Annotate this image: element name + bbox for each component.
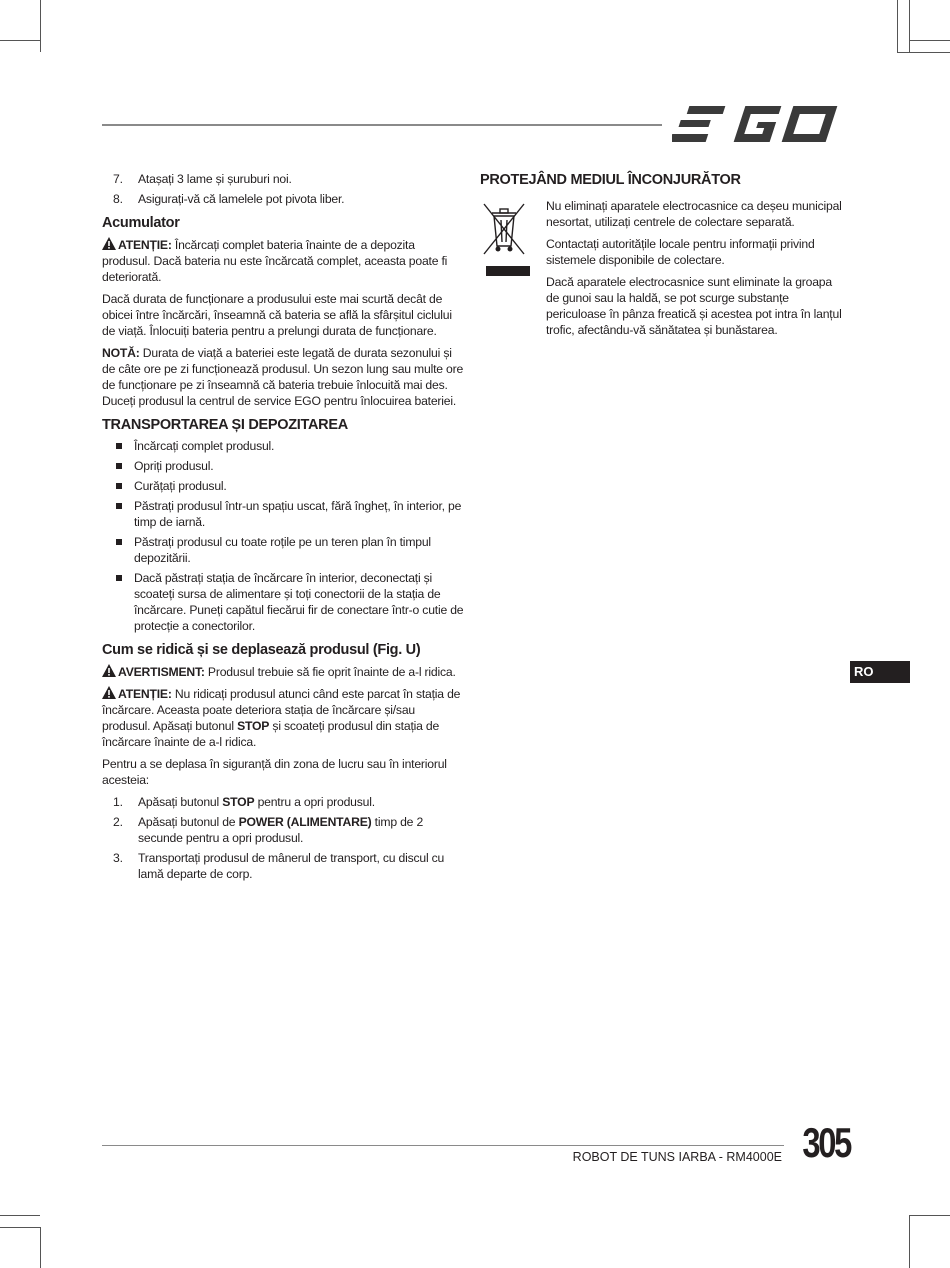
step-text: Apăsați butonul de (138, 815, 239, 829)
left-column (102, 171, 464, 886)
footer-rule (102, 1145, 784, 1146)
stop-label: STOP (222, 795, 255, 809)
bullet-item (102, 438, 464, 454)
crop-mark (909, 1215, 910, 1268)
transport-heading: TRANSPORTAREA ȘI DEPOZITAREA (102, 417, 348, 433)
environment-heading: PROTEJÂND MEDIUL ÎNCONJURĂTOR (480, 172, 741, 188)
power-label: POWER (ALIMENTARE) (238, 815, 372, 829)
list-item (102, 794, 464, 810)
warning-text: Produsul trebuie să fie oprit înainte de a-l ridica. (204, 665, 456, 679)
crop-mark (909, 1215, 950, 1216)
step-text: Atașați 3 lame și șuruburi noi. (138, 172, 292, 186)
crop-mark (0, 1215, 40, 1216)
bullet-text: Curățați produsul. (134, 479, 227, 493)
crop-mark (40, 0, 41, 52)
step-number: 7. (113, 172, 123, 186)
list-item (102, 191, 464, 207)
warning-label: ATENȚIE: (118, 238, 172, 252)
step-text: Asigurați-vă că lamelele pot pivota liber. (138, 192, 345, 206)
header-rule (102, 124, 662, 126)
ego-logo (672, 104, 844, 144)
bullet-icon (116, 539, 122, 545)
warning-icon (102, 686, 116, 699)
note-label: NOTĂ: (102, 346, 140, 360)
bullet-icon (116, 575, 122, 581)
environment-paragraph: Contactați autoritățile locale pentru informații privind sistemele disponibile de colectare. (546, 237, 815, 267)
footer-title: ROBOT DE TUNS IARBA - RM4000E (572, 1150, 782, 1164)
crop-mark (897, 0, 898, 52)
list-item (102, 850, 464, 882)
warning-icon (102, 664, 116, 677)
environment-paragraph: Nu eliminați aparatele electrocasnice ca deșeu municipal nesortat, utilizați centrele de colectare separată. (546, 199, 842, 229)
step-text: timp de 2 secunde pentru a opri produsul. (138, 815, 424, 845)
step-text: pentru a opri produsul. (254, 795, 375, 809)
step-number: 2. (113, 815, 123, 829)
lifting-caution (102, 686, 464, 750)
warning-icon (102, 237, 116, 250)
bullet-icon (116, 503, 122, 509)
step-text: Transportați produsul de mânerul de transport, cu discul cu lamă departe de corp. (138, 851, 445, 881)
bullet-text: Păstrați produsul cu toate roțile pe un teren plan în timpul depozitării. (134, 535, 431, 565)
battery-heading: Acumulator (102, 215, 180, 231)
list-item (102, 814, 464, 846)
step-number: 8. (113, 192, 123, 206)
stop-label: STOP (237, 719, 270, 733)
warning-text: și scoateți produsul din stația de încărcare înainte de a-l ridica. (102, 719, 440, 749)
warning-label: ATENȚIE: (118, 687, 172, 701)
battery-note (102, 345, 464, 409)
bullet-item (102, 570, 464, 634)
page-number: 305 (802, 1119, 850, 1166)
bullet-icon (116, 443, 122, 449)
lifting-warning (102, 664, 464, 680)
crop-mark (40, 1227, 41, 1268)
right-column (480, 171, 844, 344)
weee-bin-icon (482, 202, 530, 282)
step-number: 3. (113, 851, 123, 865)
battery-warning (102, 237, 464, 285)
bullet-text: Încărcați complet produsul. (134, 439, 275, 453)
note-text: Durata de viață a bateriei este legată de durata sezonului și de câte ore pe zi funcționează produsul. Un sezon lung sau multe ore de funcționare pe zi înseamnă că bateria trebuie înlocuită mai des. Duceți produsul la centrul de service EGO pentru înlocuirea bateriei. (102, 346, 464, 408)
warning-text: Nu ridicați produsul atunci când este parcat în stația de încărcare. Aceasta poate deteriora stația de încărcare și/sau produsul. Apăsați butonul (102, 687, 461, 733)
crop-mark (909, 0, 910, 52)
warning-label: AVERTISMENT: (118, 665, 205, 679)
bullet-text: Opriți produsul. (134, 459, 214, 473)
lifting-heading: Cum se ridică și se deplasează produsul (Fig. U) (102, 642, 421, 658)
bullet-item (102, 478, 464, 494)
bullet-text: Păstrați produsul într-un spațiu uscat, fără îngheț, în interior, pe timp de iarnă. (134, 499, 462, 529)
language-tab: RO (850, 661, 910, 683)
list-item (102, 171, 464, 187)
crop-mark (0, 1227, 40, 1228)
bullet-text: Dacă păstrați stația de încărcare în interior, deconectați și scoateți sursa de alimentare și toți conectorii de la stația de încărcare. Puneți capătul fiecărui fir de conectare într-o cutie de protecție a conectorilor. (134, 571, 464, 633)
crop-mark (897, 52, 950, 53)
crop-mark (0, 40, 40, 41)
bullet-item (102, 498, 464, 530)
bullet-icon (116, 483, 122, 489)
warning-text: Încărcați complet bateria înainte de a depozita produsul. Dacă bateria nu este încărcată complet, aceasta poate fi deteriorată. (102, 238, 448, 284)
battery-paragraph: Dacă durata de funcționare a produsului este mai scurtă decât de obicei între încărcări, înseamnă că bateria se află la sfârșitul ciclului de viață. Înlocuiți bateria pentru a prelungi durata de funcționare. (102, 292, 452, 338)
step-number: 1. (113, 795, 123, 809)
environment-section (480, 198, 844, 338)
step-text: Apăsați butonul (138, 795, 223, 809)
bullet-item (102, 534, 464, 566)
bullet-item (102, 458, 464, 474)
bullet-icon (116, 463, 122, 469)
environment-paragraph: Dacă aparatele electrocasnice sunt eliminate la groapa de gunoi sau la haldă, se pot scurge substanțe periculoase în pânza freatică și acestea pot intra în lanțul trofic, afectându-vă sănătatea și bunăstarea. (546, 275, 842, 337)
crop-mark (909, 40, 950, 41)
lifting-intro: Pentru a se deplasa în siguranță din zona de lucru sau în interiorul acesteia: (102, 757, 447, 787)
